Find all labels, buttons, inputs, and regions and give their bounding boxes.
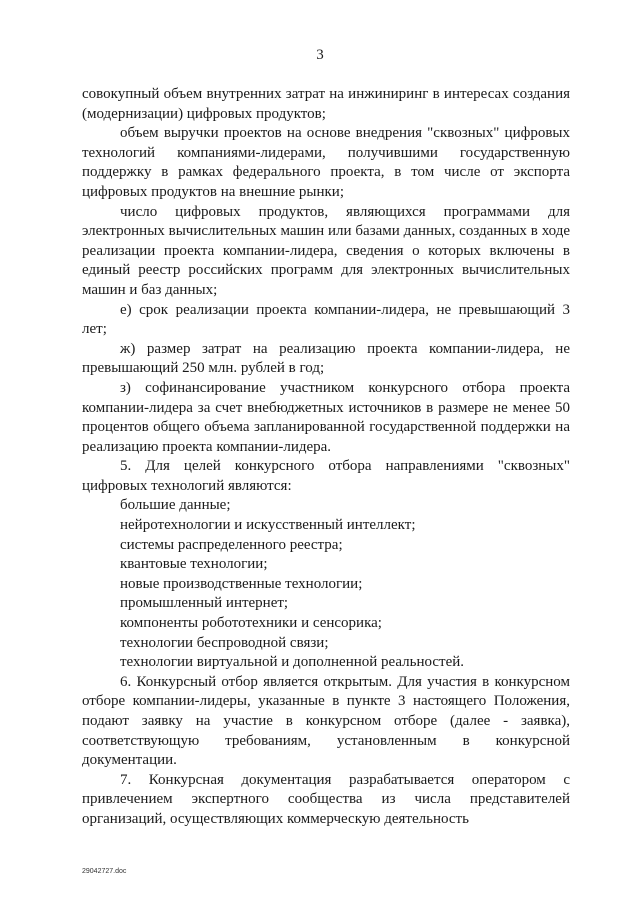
list-item: компоненты робототехники и сенсорика;	[120, 615, 382, 632]
paragraph: ж) размер затрат на реализацию проекта компании-лидера, не превышающий 250 млн. рублей в год;	[82, 340, 570, 377]
list-item: промышленный интернет;	[120, 595, 289, 612]
paragraph: 7. Конкурсная документация разрабатывается оператором с привлечением экспертного сообщества из числа представителей организаций, осуществляющих коммерческую деятельность	[82, 771, 570, 827]
list-item: системы распределенного реестра;	[120, 536, 343, 553]
paragraph: з) софинансирование участником конкурсного отбора проекта компании-лидера за счет внебюджетных источников в размере не менее 50 процентов общего объема запланированной государственной поддержки на реализацию проекта компании-лидера.	[82, 379, 570, 455]
paragraph: число цифровых продуктов, являющихся программами для электронных вычислительных машин или базами данных, созданных в ходе реализации проекта компании-лидера, сведения о которых включены в единый реестр российских программ для электронных вычислительных машин и баз данных;	[82, 203, 570, 298]
list-item: квантовые технологии;	[120, 556, 268, 573]
paragraph: е) срок реализации проекта компании-лидера, не превышающий 3 лет;	[82, 301, 570, 338]
paragraph: объем выручки проектов на основе внедрения "сквозных" цифровых технологий компаниями-лидерами, получившими государственную поддержку в рамках федерального проекта, в том числе от экспорта цифровых продуктов на внешние рынки;	[82, 125, 570, 200]
list-item: новые производственные технологии;	[120, 575, 363, 592]
document-body	[82, 85, 570, 830]
paragraph: 6. Конкурсный отбор является открытым. Для участия в конкурсном отборе компании-лидеры, указанные в пункте 3 настоящего Положения, подают заявку на участие в конкурсном отборе (далее - заявка), соответствующую требованиям, установленным в конкурсной документации.	[82, 673, 570, 769]
document-filename: 29042727.doc	[82, 868, 127, 875]
paragraph: совокупный объем внутренних затрат на инжиниринг в интересах создания (модернизации) цифровых продуктов;	[82, 86, 570, 122]
page-number: 3	[316, 47, 324, 63]
paragraph: 5. Для целей конкурсного отбора направлениями "сквозных" цифровых технологий являются:	[82, 458, 570, 494]
list-item: технологии беспроводной связи;	[120, 634, 329, 651]
list-item: большие данные;	[120, 497, 231, 514]
list-item: нейротехнологии и искусственный интеллект;	[120, 517, 416, 534]
list-item: технологии виртуальной и дополненной реальностей.	[120, 654, 465, 671]
